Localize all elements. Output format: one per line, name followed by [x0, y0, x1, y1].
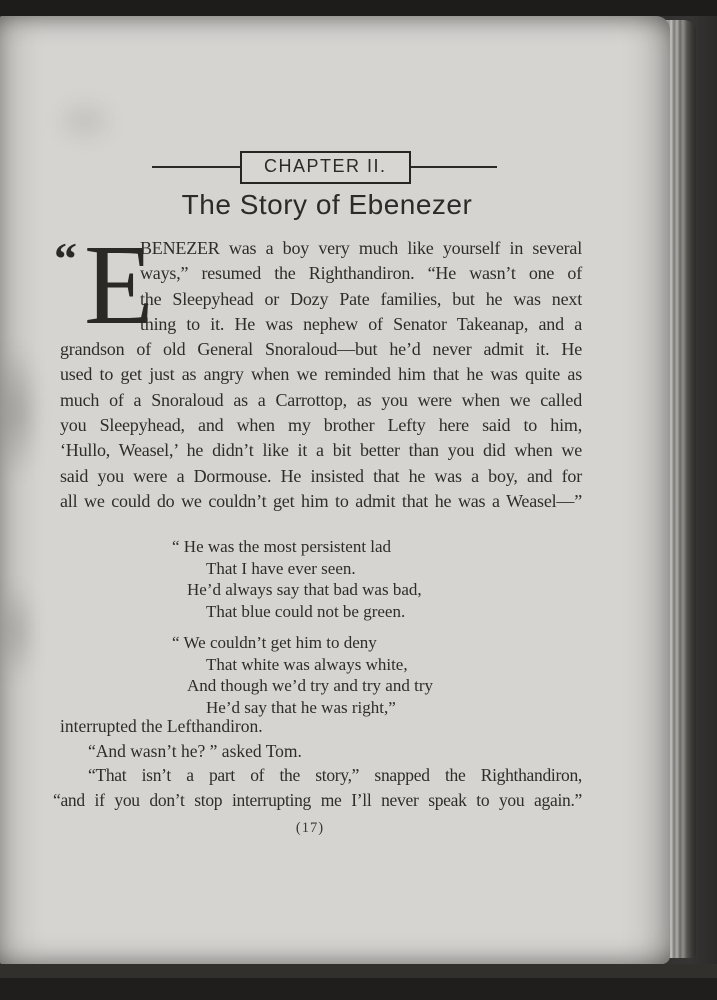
chapter-box — [240, 151, 411, 184]
book-cover-bottom-shadow — [0, 978, 717, 1000]
poem-line: He’d say that he was right,” — [206, 697, 396, 717]
book-cover-bottom-edge — [0, 964, 717, 978]
poem-line: That white was always white, — [206, 654, 408, 674]
paragraph-line: the Sleepyhead or Dozy Pate families, but he was next — [140, 288, 582, 309]
chapter-rule-left — [152, 166, 240, 168]
paper-smudge — [40, 86, 130, 156]
paragraph-line: ‘Hullo, Weasel,’ he didn’t like it a bit better than you did when we — [60, 440, 582, 461]
paragraph-line: used to get just as angry when we reminded him that he was quite as — [60, 364, 582, 385]
book-cover-top-edge — [0, 0, 717, 16]
paragraph-line: all we could do we couldn’t get him to admit that he was a Weasel—” — [60, 490, 582, 511]
drop-cap-quote: “ — [54, 233, 77, 284]
paragraph-line: grandson of old General Snoraloud—but he’d never admit it. He — [60, 339, 582, 360]
paragraph-line: ways,” resumed the Righthandiron. “He wasn’t one of — [140, 263, 582, 284]
paragraph-line: BENEZER was a boy very much like yourself in several — [140, 238, 582, 258]
closing-line: “And wasn’t he? ” asked Tom. — [88, 740, 302, 761]
poem-line: He’d always say that bad was bad, — [187, 580, 422, 600]
paragraph-line: thing to it. He was nephew of Senator Takeanap, and a — [140, 313, 582, 334]
page-number: (17) — [295, 820, 325, 836]
paragraph-line: said you were a Dormouse. He insisted that he was a boy, and for — [60, 465, 582, 486]
paper-smudge — [0, 316, 52, 506]
chapter-heading — [152, 151, 499, 183]
chapter-rule-right — [411, 166, 497, 168]
poem-line: “ We couldn’t get him to deny — [172, 632, 377, 652]
drop-cap-letter: E — [84, 221, 154, 348]
page-title: The Story of Ebenezer — [181, 189, 473, 220]
poem-line: “ He was the most persistent lad — [172, 537, 392, 556]
poem-stanza — [172, 536, 527, 623]
poem-stanza — [172, 632, 527, 719]
paragraph-line: you Sleepyhead, and when my brother Lefty here said to him, — [60, 415, 582, 436]
poem-line: That I have ever seen. — [206, 558, 356, 578]
poem-line: And though we’d try and try and try — [187, 676, 433, 696]
poem-line: That blue could not be green. — [206, 602, 406, 622]
paper-smudge — [0, 561, 46, 701]
poem — [172, 536, 527, 728]
closing-dialogue — [53, 714, 582, 812]
page-edge-stack — [666, 20, 696, 958]
closing-line: “and if you don’t stop interrupting me I’ll never speak to you again.” — [53, 789, 582, 810]
opening-paragraph — [54, 221, 582, 514]
closing-line: “That isn’t a part of the story,” snapped the Righthandiron, — [88, 765, 582, 786]
chapter-label: CHAPTER II. — [264, 155, 387, 176]
closing-line: interrupted the Lefthandiron. — [60, 716, 263, 736]
paragraph-line: much of a Snoraloud as a Carrottop, as you were when we called — [60, 389, 582, 410]
